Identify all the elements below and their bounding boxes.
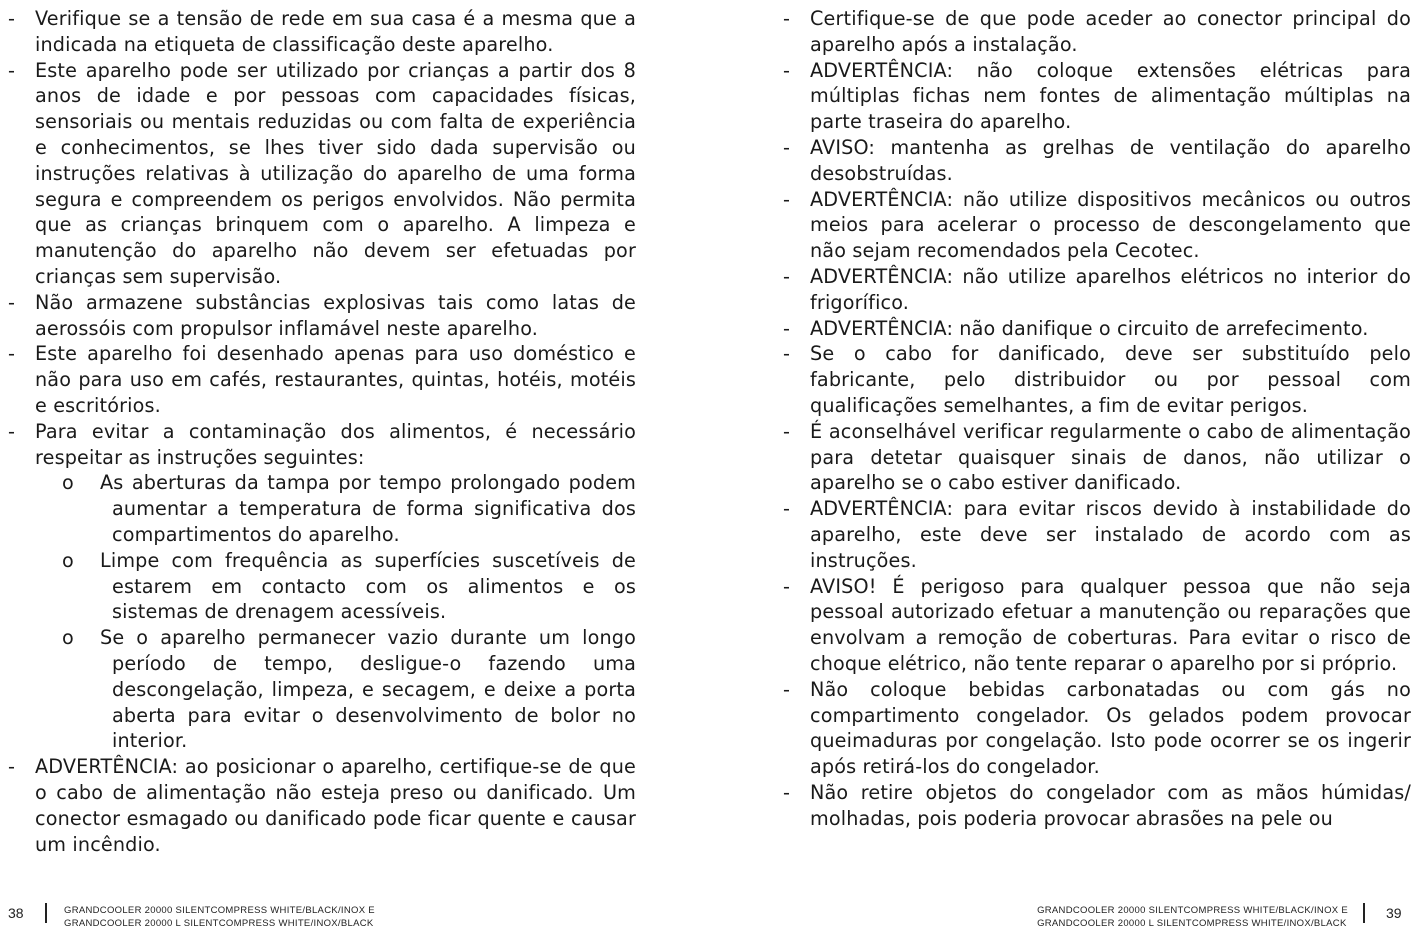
footer-model-line: GRANDCOOLER 20000 SILENTCOMPRESS WHITE/BLACK/INOX E bbox=[1037, 905, 1348, 916]
list-item-text: Este aparelho pode ser utilizado por crianças a partir dos 8 anos de idade e por pessoas com capacidades físicas, sensoriais ou mentais reduzidas ou com falta de experiência e conhecimentos, se lhes tiver sido dada supervisão ou instruções relativas à utilização do aparelho de uma forma segura e compreendem os perigos envolvidos. Não permita que as crianças brinquem com o aparelho. A limpeza e manutenção do aparelho não devem ser efetuadas por crianças sem supervisão. bbox=[35, 58, 636, 288]
list-item-text: ADVERTÊNCIA: ao posicionar o aparelho, certifique-se de que o cabo de alimentação não esteja preso ou danificado. Um conector esmagado ou danificado pode ficar quente e causar um incêndio. bbox=[35, 755, 636, 856]
list-item bbox=[783, 6, 1411, 58]
list-item bbox=[783, 58, 1411, 135]
sub-list-item bbox=[8, 548, 636, 625]
list-item-text: ADVERTÊNCIA: para evitar riscos devido à instabilidade do aparelho, este deve ser instalado de acordo com as instruções. bbox=[810, 497, 1411, 572]
dash-marker: - bbox=[8, 7, 16, 30]
list-item-text: ADVERTÊNCIA: não utilize dispositivos mecânicos ou outros meios para acelerar o processo de descongelamento que não sejam recomendados pela Cecotec. bbox=[810, 187, 1411, 263]
dash-marker: - bbox=[783, 419, 791, 443]
list-item-text: Não retire objetos do congelador com as mãos húmidas/ molhadas, pois poderia provocar abrasões na pele ou bbox=[810, 780, 1411, 830]
dash-marker: - bbox=[8, 290, 16, 314]
list-item-text: É aconselhável verificar regularmente o cabo de alimentação para detetar quaisquer sinais de danos, não utilizar o aparelho se o cabo estiver danificado. bbox=[810, 419, 1411, 495]
list-item bbox=[783, 316, 1411, 342]
list-item-text: Se o cabo for danificado, deve ser substituído pelo fabricante, pelo distribuidor ou por pessoal com qualificações semelhantes, a fim de evitar perigos. bbox=[810, 342, 1411, 417]
list-item bbox=[8, 341, 636, 418]
sub-list-item-text: As aberturas da tampa por tempo prolongado podem aumentar a temperatura de forma significativa dos compartimentos do aparelho. bbox=[100, 471, 636, 546]
list-item bbox=[783, 187, 1411, 264]
list-item bbox=[783, 135, 1411, 187]
list-item-text: Não coloque bebidas carbonatadas ou com gás no compartimento congelador. Os gelados podem provocar queimaduras por congelação. Isto pode ocorrer se os ingerir após retirá-los do congelador. bbox=[810, 677, 1411, 779]
list-item bbox=[783, 264, 1411, 316]
list-item-text: ADVERTÊNCIA: não utilize aparelhos elétricos no interior do frigorífico. bbox=[810, 264, 1411, 314]
sub-list-item-text: Se o aparelho permanecer vazio durante um longo período de tempo, desligue-o fazendo uma descongelação, limpeza, e secagem, e deixe a porta aberta para evitar o desenvolvimento de bolor no interior. bbox=[100, 626, 636, 753]
dash-marker: - bbox=[783, 780, 791, 804]
footer-model-line: GRANDCOOLER 20000 L SILENTCOMPRESS WHITE/INOX/BLACK bbox=[64, 918, 374, 929]
list-item-text: Este aparelho foi desenhado apenas para uso doméstico e não para uso em cafés, restaurantes, quintas, hotéis, motéis e escritórios. bbox=[35, 342, 636, 417]
list-item bbox=[8, 6, 636, 58]
list-item bbox=[8, 58, 636, 290]
list-item bbox=[8, 419, 636, 471]
dash-marker: - bbox=[783, 574, 791, 598]
page-number-right: 39 bbox=[1386, 905, 1402, 921]
dash-marker: - bbox=[783, 135, 791, 159]
list-item-text: Não armazene substâncias explosivas tais como latas de aerossóis com propulsor inflamável neste aparelho. bbox=[35, 290, 636, 340]
footer-right bbox=[1037, 904, 1348, 930]
list-item bbox=[8, 290, 636, 342]
sub-list-item bbox=[8, 470, 636, 547]
dash-marker: - bbox=[8, 58, 16, 82]
list-item-text: Verifique se a tensão de rede em sua casa é a mesma que a indicada na etiqueta de classificação deste aparelho. bbox=[35, 7, 636, 56]
list-item-text: AVISO! É perigoso para qualquer pessoa que não seja pessoal autorizado efetuar a manutenção ou reparações que envolvam a remoção de coberturas. Para evitar o risco de choque elétrico, não tente reparar o aparelho por si próprio. bbox=[810, 574, 1411, 675]
dash-marker: - bbox=[783, 264, 791, 288]
list-item-text: ADVERTÊNCIA: não coloque extensões elétricas para múltiplas fichas nem fontes de alimentação múltiplas na parte traseira do aparelho. bbox=[810, 58, 1411, 134]
sub-list-item-text: Limpe com frequência as superfícies suscetíveis de estarem em contacto com os alimentos e os sistemas de drenagem acessíveis. bbox=[100, 548, 636, 624]
list-item bbox=[783, 677, 1411, 780]
list-item-text: Para evitar a contaminação dos alimentos, é necessário respeitar as instruções seguintes: bbox=[35, 419, 636, 469]
dash-marker: - bbox=[8, 342, 16, 366]
dash-marker: - bbox=[783, 342, 791, 366]
dash-marker: - bbox=[783, 58, 791, 82]
footer-separator-left bbox=[45, 903, 47, 923]
bullet-marker: o bbox=[62, 548, 74, 572]
dash-marker: - bbox=[8, 419, 16, 443]
page-number-left: 38 bbox=[8, 905, 24, 921]
dash-marker: - bbox=[783, 316, 791, 340]
dash-marker: - bbox=[8, 755, 16, 779]
right-page-text bbox=[783, 6, 1411, 832]
list-item-text: AVISO: mantenha as grelhas de ventilação do aparelho desobstruídas. bbox=[810, 135, 1411, 185]
footer-model-line: GRANDCOOLER 20000 L SILENTCOMPRESS WHITE/INOX/BLACK bbox=[1037, 918, 1347, 929]
list-item-text: Certifique-se de que pode aceder ao conector principal do aparelho após a instalação. bbox=[810, 7, 1411, 56]
list-item bbox=[783, 496, 1411, 573]
footer-left bbox=[64, 904, 375, 930]
bullet-marker: o bbox=[62, 471, 74, 495]
list-item-text: ADVERTÊNCIA: não danifique o circuito de arrefecimento. bbox=[810, 316, 1369, 340]
bullet-marker: o bbox=[62, 626, 74, 650]
left-page-text bbox=[8, 6, 636, 857]
dash-marker: - bbox=[783, 187, 791, 211]
dash-marker: - bbox=[783, 7, 791, 30]
dash-marker: - bbox=[783, 677, 791, 701]
footer-separator-right bbox=[1363, 903, 1365, 923]
list-item bbox=[783, 574, 1411, 677]
dash-marker: - bbox=[783, 497, 791, 521]
footer-model-line: GRANDCOOLER 20000 SILENTCOMPRESS WHITE/BLACK/INOX E bbox=[64, 905, 375, 916]
list-item bbox=[783, 341, 1411, 418]
list-item bbox=[8, 754, 636, 857]
list-item bbox=[783, 780, 1411, 832]
list-item bbox=[783, 419, 1411, 496]
sub-list-item bbox=[8, 625, 636, 754]
